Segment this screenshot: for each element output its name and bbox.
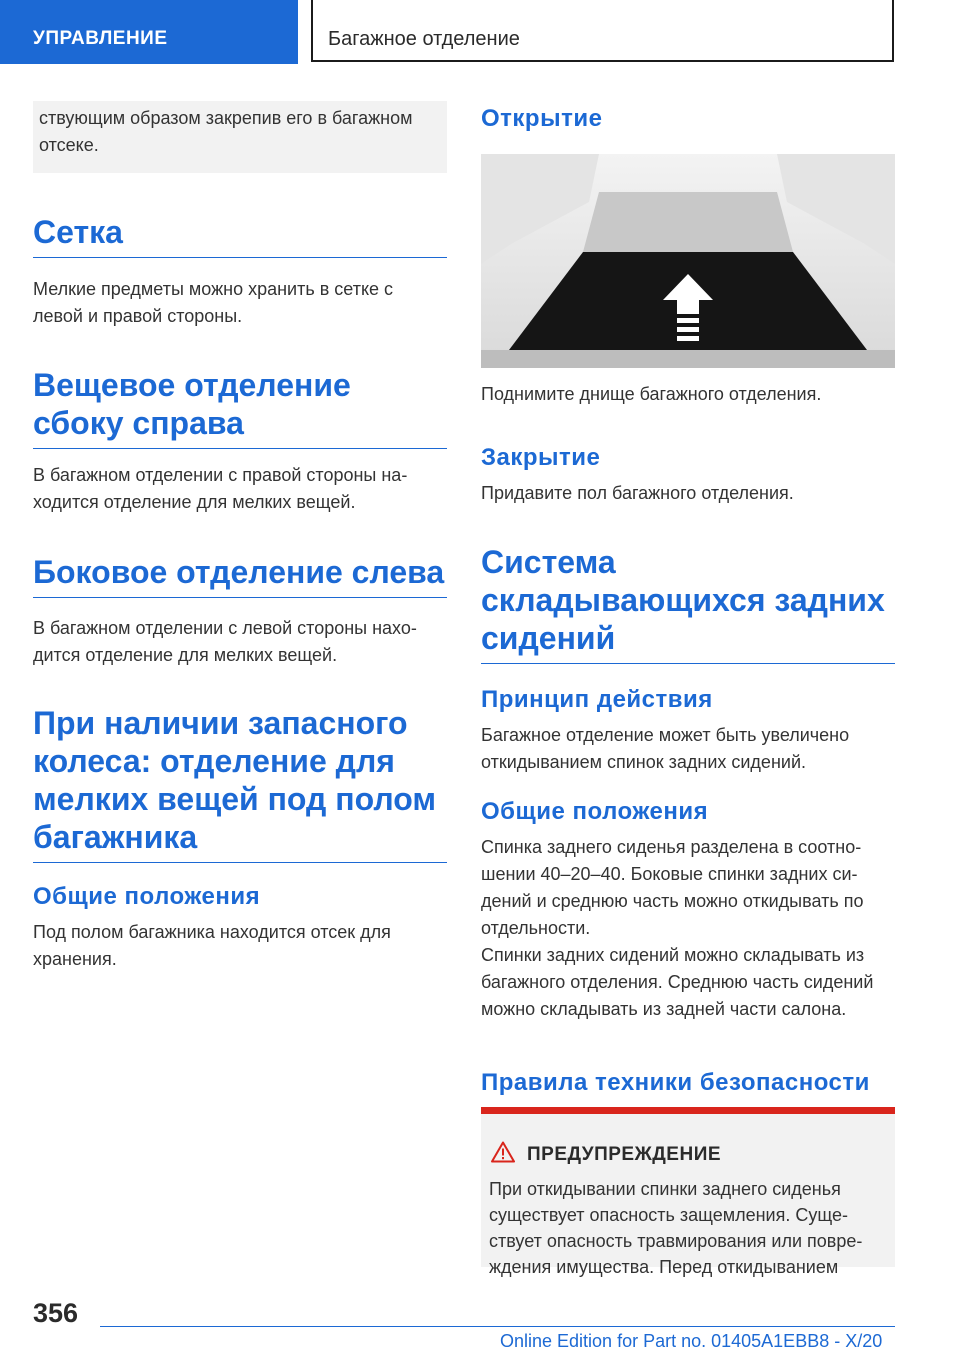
section-tab (0, 0, 298, 64)
heading-spare-wheel: При наличии запасного колеса: отделение для мелких вещей под полом багажника (33, 704, 447, 863)
warning-text: При откидывании спинки заднего сиденья существует опасность защемления. Существует опасность травмирования или повреждения имущества. Перед откидыванием (489, 1179, 863, 1277)
text-spare-wheel: Под полом багажника находится отсек для хранения. (33, 922, 391, 969)
heading-folding-seats: Система складывающихся задних сидений (481, 543, 895, 664)
text-closing: Придавите пол багажного отделения. (481, 483, 794, 503)
subheading-opening: Открытие (481, 105, 603, 132)
heading-left-compartment: Боковое отделение слева (33, 553, 447, 598)
text-general-2: Спинки задних сидений можно складывать из багажного отделения. Среднюю часть сидений можно складывать из задней части салона. (481, 945, 874, 1019)
footer-divider (100, 1326, 895, 1327)
warning-box (481, 1107, 895, 1277)
subheading-principle: Принцип действия (481, 686, 713, 713)
continuation-box (33, 101, 447, 173)
continuation-text: ствующим образом закрепив его в багажном отсеке. (39, 108, 413, 155)
text-general-1: Спинка заднего сиденья разделена в соотношении 40–20–40. Боковые спинки задних сидений и среднюю часть можно откидывать по отдельности. (481, 837, 864, 938)
subheading-general-left: Общие положения (33, 883, 261, 910)
footer-edition: Online Edition for Part no. 01405A1EBB8 - X/20 (500, 1331, 883, 1351)
text-left-compartment: В багажном отделении с левой стороны находится отделение для мелких вещей. (33, 618, 417, 665)
chapter-tab (311, 0, 894, 62)
subheading-closing: Закрытие (481, 444, 601, 471)
heading-right-compartment: Вещевое отделение сбоку справа (33, 366, 447, 449)
subheading-safety: Правила техники безопасности (481, 1069, 870, 1096)
heading-net: Сетка (33, 213, 447, 258)
photo-caption: Поднимите днище багажного отделения. (481, 384, 822, 404)
subheading-general-right: Общие положения (481, 798, 709, 825)
trunk-floor-illustration (481, 154, 895, 368)
page-number: 356 (33, 1298, 79, 1328)
chapter-label: Багажное отделение (328, 28, 520, 50)
warning-title: ПРЕДУПРЕЖДЕНИЕ (527, 1144, 722, 1165)
text-principle: Багажное отделение может быть увеличено откидыванием спинок задних сидений. (481, 725, 850, 772)
warning-triangle-icon (491, 1141, 515, 1163)
section-label: УПРАВЛЕНИЕ (33, 28, 168, 49)
text-net: Мелкие предметы можно хранить в сетке с левой и правой стороны. (33, 279, 394, 326)
text-right-compartment: В багажном отделении с правой стороны находится отделение для мелких вещей. (33, 465, 408, 512)
